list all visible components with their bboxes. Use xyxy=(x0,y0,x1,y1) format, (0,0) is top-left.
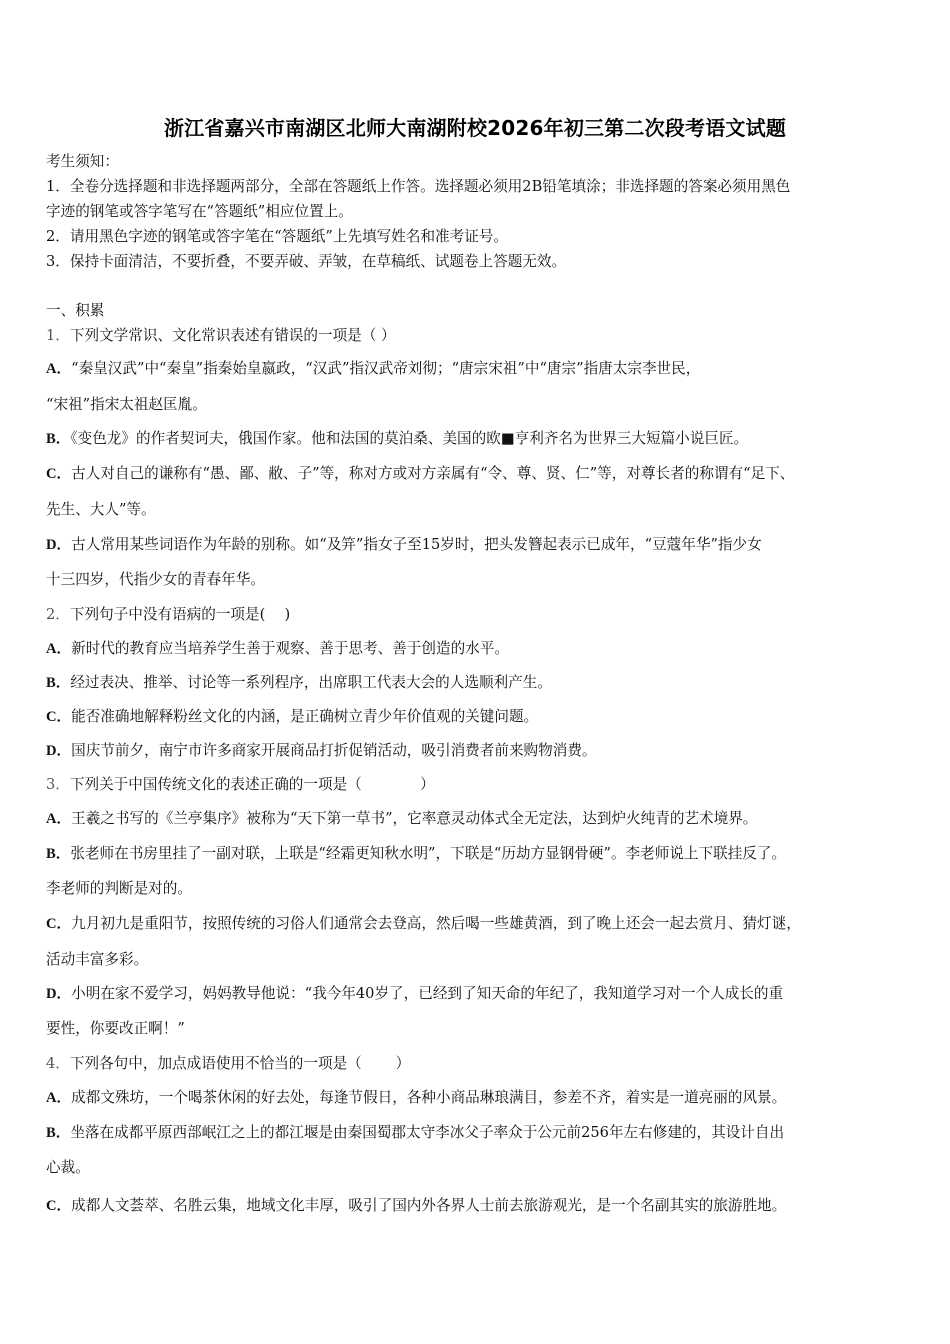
q3-option-a xyxy=(46,810,757,828)
notice-item-1-cont: 字迹的钢笔或答字笔写在“答题纸”相应位置上。 xyxy=(46,203,353,220)
q1-option-a-cont: “宋祖”指宋太祖赵匡胤。 xyxy=(46,396,207,413)
notice-item-2: 2．请用黑色字迹的钢笔或答字笔在“答题纸”上先填写姓名和准考证号。 xyxy=(46,228,509,245)
option-letter: A． xyxy=(46,1090,72,1106)
option-text: “秦皇汉武”中“秦皇”指秦始皇嬴政，“汉武”指汉武帝刘彻；“唐宗宋祖”中“唐宗”指唐太宗李世民， xyxy=(71,360,701,377)
q1-option-d xyxy=(46,536,762,554)
option-letter: D． xyxy=(46,986,72,1002)
option-letter: C． xyxy=(46,1198,72,1214)
notice-heading: 考生须知： xyxy=(46,153,119,170)
option-text: 九月初九是重阳节，按照传统的习俗人们通常会去登高，然后喝一些雄黄酒，到了晚上还会一起去赏月、猜灯谜， xyxy=(71,915,801,932)
q3-option-d xyxy=(46,985,783,1003)
q4-option-c xyxy=(46,1197,786,1215)
option-letter: C． xyxy=(46,916,72,932)
question-number: 2． xyxy=(46,606,70,623)
option-letter: B． xyxy=(46,431,71,447)
option-text: 经过表决、推举、讨论等一系列程序，出席职工代表大会的人选顺利产生。 xyxy=(70,674,552,691)
option-text: 国庆节前夕，南宁市许多商家开展商品打折促销活动，吸引消费者前来购物消费。 xyxy=(71,742,597,759)
option-text: 能否准确地解释粉丝文化的内涵，是正确树立青少年价值观的关键问题。 xyxy=(71,708,539,725)
option-letter: C． xyxy=(46,709,72,725)
question-text: 下列关于中国传统文化的表述正确的一项是（ ） xyxy=(69,776,435,793)
option-letter: B． xyxy=(46,1125,71,1141)
option-letter: A． xyxy=(46,641,72,657)
option-letter: B． xyxy=(46,846,71,862)
option-letter: C． xyxy=(46,466,72,482)
q3-option-d-cont: 要性，你要改正啊！” xyxy=(46,1020,185,1037)
q3-option-b xyxy=(46,845,786,863)
q1-option-a xyxy=(46,360,700,378)
option-text: 坐落在成都平原西部岷江之上的都江堰是由秦国蜀郡太守李冰父子率众于公元前256年左右修建的，其设计自出 xyxy=(70,1124,785,1141)
q1-option-b xyxy=(46,430,748,448)
q4-option-b xyxy=(46,1124,784,1142)
option-text: 《变色龙》的作者契诃夫，俄国作家。他和法国的莫泊桑、美国的欧■亨利齐名为世界三大短篇小说巨匠。 xyxy=(70,430,749,447)
option-text: 王羲之书写的《兰亭集序》被称为“天下第一草书”，它率意灵动体式全无定法，达到炉火纯青的艺术境界。 xyxy=(71,810,758,827)
question-text: 下列文学常识、文化常识表述有错误的一项是（ ） xyxy=(69,327,396,344)
option-letter: A． xyxy=(46,361,72,377)
question-text: 下列句子中没有语病的一项是( ) xyxy=(69,606,291,623)
question-4-stem xyxy=(46,1055,410,1073)
option-text: 新时代的教育应当培养学生善于观察、善于思考、善于创造的水平。 xyxy=(71,640,509,657)
notice-item-1: 1．全卷分选择题和非选择题两部分，全部在答题纸上作答。选择题必须用2B铅笔填涂；非选择题的答案必须用黑色 xyxy=(46,178,791,195)
section-heading: 一、积累 xyxy=(46,302,105,319)
q1-option-d-cont: 十三四岁，代指少女的青春年华。 xyxy=(46,571,265,588)
q2-option-c xyxy=(46,708,538,726)
q2-option-a xyxy=(46,640,509,658)
q3-option-c xyxy=(46,915,801,933)
option-letter: D． xyxy=(46,743,72,759)
option-text: 小明在家不爱学习，妈妈教导他说：“我今年40岁了，已经到了知天命的年纪了，我知道学习对一个人成长的重 xyxy=(71,985,784,1002)
question-3-stem xyxy=(46,776,435,794)
q3-option-b-cont: 李老师的判断是对的。 xyxy=(46,880,192,897)
option-text: 张老师在书房里挂了一副对联，上联是“经霜更知秋水明”，下联是“历劫方显钢骨硬”。李老师说上下联挂反了。 xyxy=(70,845,787,862)
notice-item-3: 3．保持卡面清洁，不要折叠，不要弄破、弄皱，在草稿纸、试题卷上答题无效。 xyxy=(46,253,567,270)
q2-option-b xyxy=(46,674,552,692)
question-number: 3． xyxy=(46,776,70,793)
question-1-stem xyxy=(46,327,396,345)
document-title: 浙江省嘉兴市南湖区北师大南湖附校2026年初三第二次段考语文试题 xyxy=(163,116,787,140)
question-number: 1． xyxy=(46,327,70,344)
question-number: 4． xyxy=(46,1055,70,1072)
option-letter: A． xyxy=(46,811,72,827)
q2-option-d xyxy=(46,742,597,760)
q4-option-a xyxy=(46,1089,786,1107)
option-text: 古人对自己的谦称有“愚、鄙、敝、子”等，称对方或对方亲属有“令、尊、贤、仁”等，对尊长者的称谓有“足下、 xyxy=(71,465,795,482)
option-letter: D． xyxy=(46,537,72,553)
q3-option-c-cont: 活动丰富多彩。 xyxy=(46,951,149,968)
option-text: 古人常用某些词语作为年龄的别称。如“及笄”指女子至15岁时，把头发簪起表示已成年，“豆蔻年华”指少女 xyxy=(71,536,762,553)
question-2-stem xyxy=(46,606,290,624)
option-text: 成都人文荟萃、名胜云集，地域文化丰厚，吸引了国内外各界人士前去旅游观光，是一个名副其实的旅游胜地。 xyxy=(71,1197,787,1214)
q4-option-b-cont: 心裁。 xyxy=(46,1159,90,1176)
option-text: 成都文殊坊，一个喝茶休闲的好去处，每逢节假日，各种小商品琳琅满目，参差不齐，着实是一道亮丽的风景。 xyxy=(71,1089,787,1106)
q1-option-c-cont: 先生、大人”等。 xyxy=(46,501,156,518)
question-text: 下列各句中，加点成语使用不恰当的一项是（ ） xyxy=(69,1055,411,1072)
option-letter: B． xyxy=(46,675,71,691)
q1-option-c xyxy=(46,465,794,483)
